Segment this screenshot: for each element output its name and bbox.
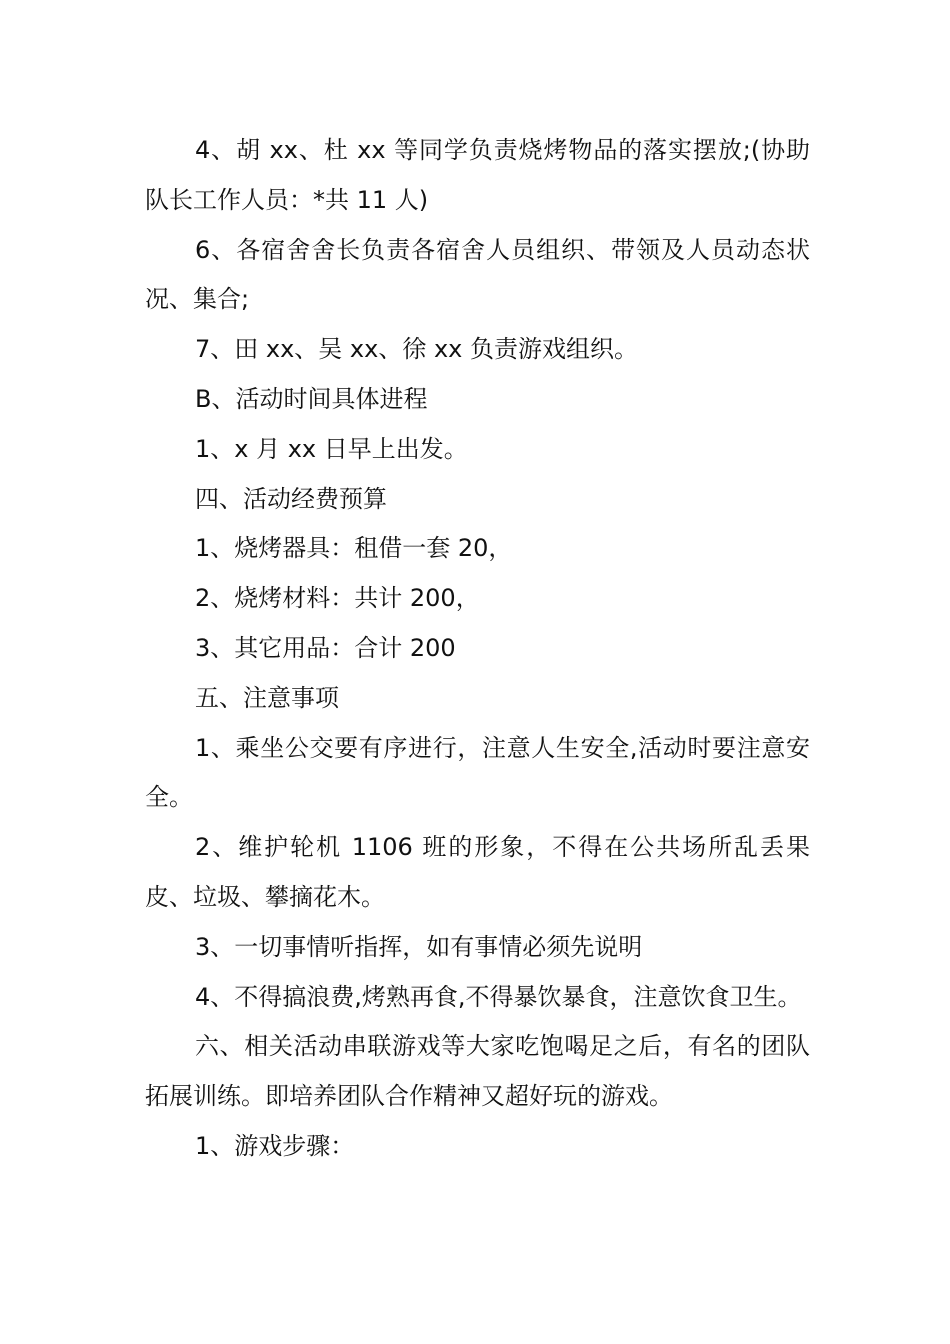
paragraph-1: 4、胡 xx、杜 xx 等同学负责烧烤物品的落实摆放;(协助队长工作人员：*共 11 人) [145,136,810,214]
paragraph-2: 6、各宿舍舍长负责各宿舍人员组织、带领及人员动态状况、集合; [145,235,810,314]
paragraph-5: 1、x 月 xx 日早上出发。 [195,434,468,463]
paragraph-7: 1、烧烤器具：租借一套 20， [195,534,513,563]
paragraph-16: 1、游戏步骤： [195,1131,355,1160]
document-body [145,126,810,1172]
paragraph-11: 1、乘坐公交要有序进行，注意人生安全,活动时要注意安全。 [145,733,810,812]
paragraph-12: 2、维护轮机 1106 班的形象，不得在公共场所乱丢果皮、垃圾、攀摘花木。 [145,833,810,911]
paragraph-13: 3、一切事情听指挥，如有事情必须先说明 [195,932,643,961]
paragraph-14: 4、不得搞浪费,烤熟再食,不得暴饮暴食，注意饮食卫生。 [195,982,802,1011]
paragraph-3: 7、田 xx、吴 xx、徐 xx 负责游戏组织。 [195,335,639,364]
paragraph-8: 2、烧烤材料：共计 200， [195,584,480,613]
paragraph-6: 四、活动经费预算 [195,484,387,513]
paragraph-15: 六、相关活动串联游戏等大家吃饱喝足之后，有名的团队拓展训练。即培养团队合作精神又超好玩的游戏。 [145,1032,810,1111]
paragraph-4: B、活动时间具体进程 [195,384,428,413]
paragraph-10: 五、注意事项 [195,683,339,712]
paragraph-9: 3、其它用品：合计 200 [195,633,456,662]
